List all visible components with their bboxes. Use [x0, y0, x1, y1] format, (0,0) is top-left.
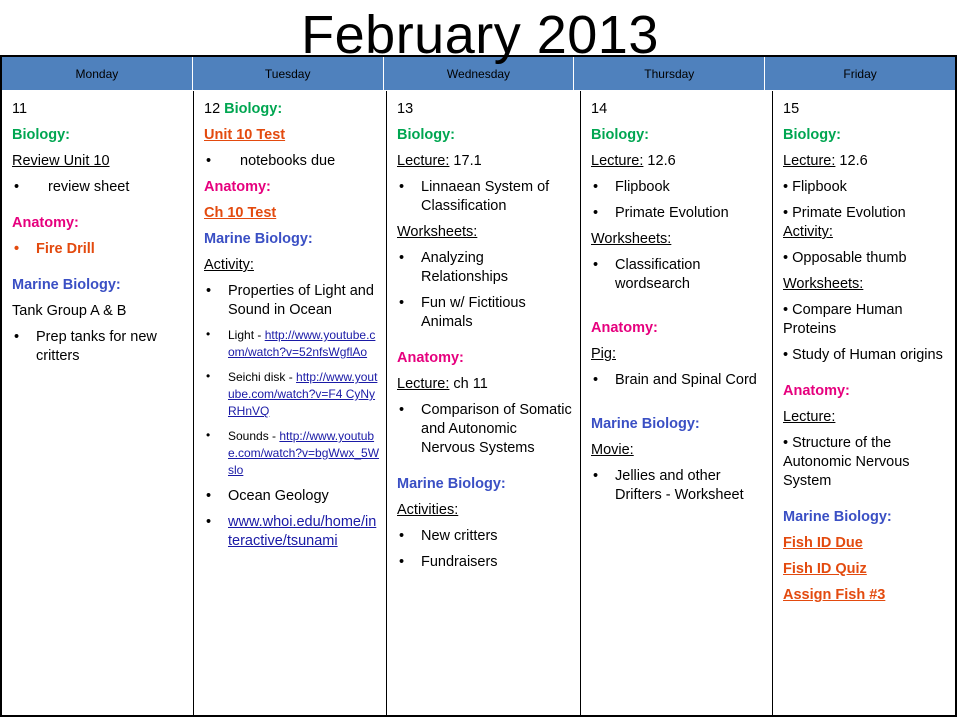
- biology-topic: Review Unit 10: [12, 153, 110, 169]
- page-title: February 2013: [301, 5, 659, 65]
- bullet-item: • Properties of Light and Sound in Ocean: [204, 282, 380, 320]
- header-tuesday: Tuesday: [193, 57, 384, 90]
- secchi-video-link[interactable]: http://www.youtube.com/watch?v=F4 CyNyRHnVQ: [228, 370, 378, 418]
- marine-topic: Tank Group A & B: [12, 303, 127, 319]
- bullet-item: • notebooks due: [204, 152, 380, 171]
- bullet-item: • Linnaean System of Classification: [397, 178, 574, 216]
- header-friday: Friday: [843, 66, 877, 81]
- whoi-link[interactable]: www.whoi.edu/home/interactive/tsunami: [228, 514, 377, 549]
- cell-wednesday: [387, 91, 581, 715]
- week-row: [2, 91, 955, 715]
- lecture-line: Lecture: 12.6: [591, 153, 676, 169]
- bullet-item: • Classification wordsearch: [591, 256, 766, 294]
- bullet-item: • Flipbook: [783, 178, 949, 197]
- bullet-item: • Fun w/ Fictitious Animals: [397, 294, 574, 332]
- fish-id-due: Fish ID Due: [783, 535, 863, 551]
- unit-test-label: Unit 10 Test: [204, 127, 286, 143]
- anatomy-heading: Anatomy:: [397, 350, 464, 366]
- biology-heading: Biology:: [397, 127, 455, 143]
- date-number: 12: [204, 101, 221, 117]
- header-wednesday: Wednesday: [384, 57, 575, 90]
- date-number: 14: [591, 101, 608, 117]
- marine-biology-heading: Marine Biology:: [783, 509, 892, 525]
- bullet-item: • Fundraisers: [397, 553, 574, 572]
- bullet-item: • Structure of the Autonomic Nervous System: [783, 434, 949, 491]
- anatomy-heading: Anatomy:: [12, 215, 79, 231]
- bullet-item: • Fire Drill: [12, 240, 187, 259]
- anatomy-heading: Anatomy:: [783, 383, 850, 399]
- bullet-item: • Flipbook: [591, 178, 766, 197]
- bullet-item: • Prep tanks for new critters: [12, 328, 187, 366]
- fish-id-quiz: Fish ID Quiz: [783, 561, 867, 577]
- bullet-item: • New critters: [397, 527, 574, 546]
- bullet-item: • Compare Human Proteins: [783, 301, 949, 339]
- cell-tuesday: [194, 91, 387, 715]
- cell-thursday: [581, 91, 773, 715]
- date-line: [204, 100, 380, 119]
- worksheets-label: Worksheets:: [591, 231, 672, 247]
- biology-heading: Biology:: [224, 101, 283, 117]
- marine-biology-heading: Marine Biology:: [397, 476, 506, 492]
- worksheets-label: Worksheets:: [783, 276, 864, 292]
- date-number: 13: [397, 101, 414, 117]
- bullet-item: • Study of Human origins: [783, 346, 949, 365]
- bullet-item: • Ocean Geology: [204, 487, 380, 506]
- anatomy-heading: Anatomy:: [591, 320, 658, 336]
- anatomy-lecture-label: Lecture:: [783, 409, 836, 425]
- light-video-link[interactable]: http://www.youtube.com/watch?v=52nfsWgflAo: [228, 328, 376, 359]
- sounds-video-link[interactable]: http://www.youtube.com/watch?v=bgWwx_5Wslo: [228, 429, 380, 477]
- bullet-item: • Primate Evolution: [783, 205, 906, 221]
- anatomy-heading: Anatomy:: [204, 179, 271, 195]
- biology-heading: Biology:: [12, 127, 70, 143]
- biology-heading: Biology:: [783, 127, 841, 143]
- worksheets-label: Worksheets:: [397, 224, 478, 240]
- movie-label: Movie:: [591, 442, 634, 458]
- activity-label: Activity:: [783, 224, 833, 240]
- whoi-item: [204, 513, 380, 551]
- anatomy-lecture-line: Lecture: ch 11: [397, 376, 488, 392]
- activities-label: Activities:: [397, 502, 459, 518]
- date-number: 11: [12, 101, 28, 117]
- marine-biology-heading: Marine Biology:: [204, 231, 313, 247]
- assign-fish: Assign Fish #3: [783, 587, 886, 603]
- calendar-table: [0, 55, 957, 717]
- bullet-item: • Comparison of Somatic and Autonomic Nervous Systems: [397, 401, 574, 458]
- cell-friday: [773, 91, 955, 715]
- light-video-item: • Light - http://www.youtube.com/watch?v=52nfsWgflAo: [204, 327, 380, 361]
- lecture-line: Lecture: 17.1: [397, 153, 482, 169]
- pig-label: Pig:: [591, 346, 616, 362]
- chapter-test-label: Ch 10 Test: [204, 205, 277, 221]
- marine-biology-heading: Marine Biology:: [591, 416, 700, 432]
- bullet-item: • Analyzing Relationships: [397, 249, 574, 287]
- header-thursday: Thursday: [574, 57, 765, 90]
- bullet-item: • Jellies and other Drifters - Worksheet: [591, 467, 766, 505]
- date-number: 15: [783, 101, 800, 117]
- bullet-item: • Primate Evolution: [591, 204, 766, 223]
- biology-heading: Biology:: [591, 127, 649, 143]
- marine-biology-heading: Marine Biology:: [12, 277, 121, 293]
- secchi-video-item: • Seichi disk - http://www.youtube.com/watch?v=F4 CyNyRHnVQ: [204, 369, 380, 420]
- bullet-item: • review sheet: [12, 178, 187, 197]
- bullet-item: • Brain and Spinal Cord: [591, 371, 766, 390]
- header-monday: Monday: [2, 57, 193, 90]
- activity-label: Activity:: [204, 257, 254, 273]
- cell-monday: [2, 91, 194, 715]
- bullet-item: • Opposable thumb: [783, 249, 949, 268]
- lecture-line: Lecture: 12.6: [783, 153, 868, 169]
- sounds-video-item: • Sounds - http://www.youtube.com/watch?v=bgWwx_5Wslo: [204, 428, 380, 479]
